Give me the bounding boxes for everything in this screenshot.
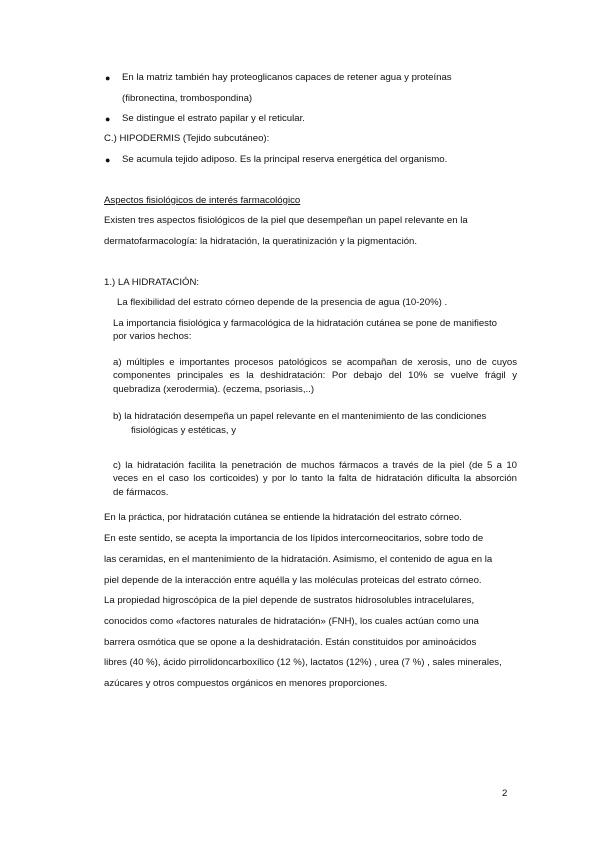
body-line-6: conocidos como «factores naturales de hidratación» (FNH), los cuales actúan como una <box>104 616 479 627</box>
intro-bullet-1-line-2: (fibronectina, trombospondina) <box>122 93 253 104</box>
item-c-line-3: de fármacos. <box>113 487 169 498</box>
item-b-line-1: b) la hidratación desempeña un papel relevante en el mantenimiento de las condiciones <box>113 411 487 422</box>
flexibilidad-line: La flexibilidad del estrato córneo depende de la presencia de agua (10-20%) . <box>117 297 448 308</box>
item-c-line-1: c) la hidratación facilita la penetración de muchos fármacos a través de la piel (de 5 a 10 <box>113 460 517 471</box>
item-a-line-3: quebradiza (xerodermia). (eczema, psoriasis,..) <box>113 384 315 395</box>
aspectos-line-1: Existen tres aspectos fisiológicos de la piel que desempeñan un papel relevante en la <box>104 215 468 226</box>
bullet-dot: ● <box>105 114 111 124</box>
item-a-line-2: componentes principales es la deshidratación: Por debajo del 10% se vuelve frágil y <box>113 370 517 381</box>
body-line-1: En la práctica, por hidratación cutánea se entiende la hidratación del estrato córneo. <box>104 512 462 523</box>
hipodermis-heading: C.) HIPODERMIS (Tejido subcutáneo): <box>104 133 270 144</box>
item-b-line-2: fisiológicas y estéticas, y <box>131 425 237 436</box>
body-line-9: azúcares y otros compuestos orgánicos en menores proporciones. <box>104 678 388 689</box>
body-line-4: piel depende de la interacción entre aquélla y las moléculas proteicas del estrato córneo. <box>104 575 482 586</box>
body-line-8: libres (40 %), ácido pirrolidoncarboxílico (12 %), lactatos (12%) , urea (7 %) , sales minerales, <box>104 657 502 668</box>
item-c-line-2: veces en el caso los corticoides) y por lo tanto la falta de hidratación dificulta la absorción <box>113 473 517 484</box>
bullet-dot: ● <box>105 155 111 165</box>
hipodermis-bullet: Se acumula tejido adiposo. Es la principal reserva energética del organismo. <box>122 154 448 165</box>
aspectos-line-2: dermatofarmacología: la hidratación, la queratinización y la pigmentación. <box>104 236 418 247</box>
intro-bullet-2: Se distingue el estrato papilar y el reticular. <box>122 113 305 124</box>
body-line-3: las ceramidas, en el mantenimiento de la hidratación. Asimismo, el contenido de agua en la <box>104 554 493 565</box>
body-line-5: La propiedad higroscópica de la piel depende de sustratos hidrosolubles intracelulares, <box>104 595 475 606</box>
aspectos-heading: Aspectos fisiológicos de interés farmacológico <box>104 195 301 206</box>
intro-bullet-1-line-1: En la matriz también hay proteoglicanos capaces de retener agua y proteínas <box>122 72 452 83</box>
body-line-7: barrera osmótica que se opone a la deshidratación. Están constituidos por aminoácidos <box>104 637 477 648</box>
importancia-line-2: por varios hechos: <box>113 331 192 342</box>
body-line-2: En este sentido, se acepta la importancia de los lípidos intercorneocitarios, sobre todo de <box>104 533 484 544</box>
page-number: 2 <box>502 788 508 799</box>
item-a-line-1: a) múltiples e importantes procesos patológicos se acompañan de xerosis, uno de cuyos <box>113 357 517 368</box>
importancia-line-1: La importancia fisiológica y farmacológica de la hidratación cutánea se pone de manifiesto <box>113 318 497 329</box>
bullet-dot: ● <box>105 73 111 83</box>
hidratacion-heading: 1.) LA HIDRATACIÓN: <box>104 277 200 288</box>
